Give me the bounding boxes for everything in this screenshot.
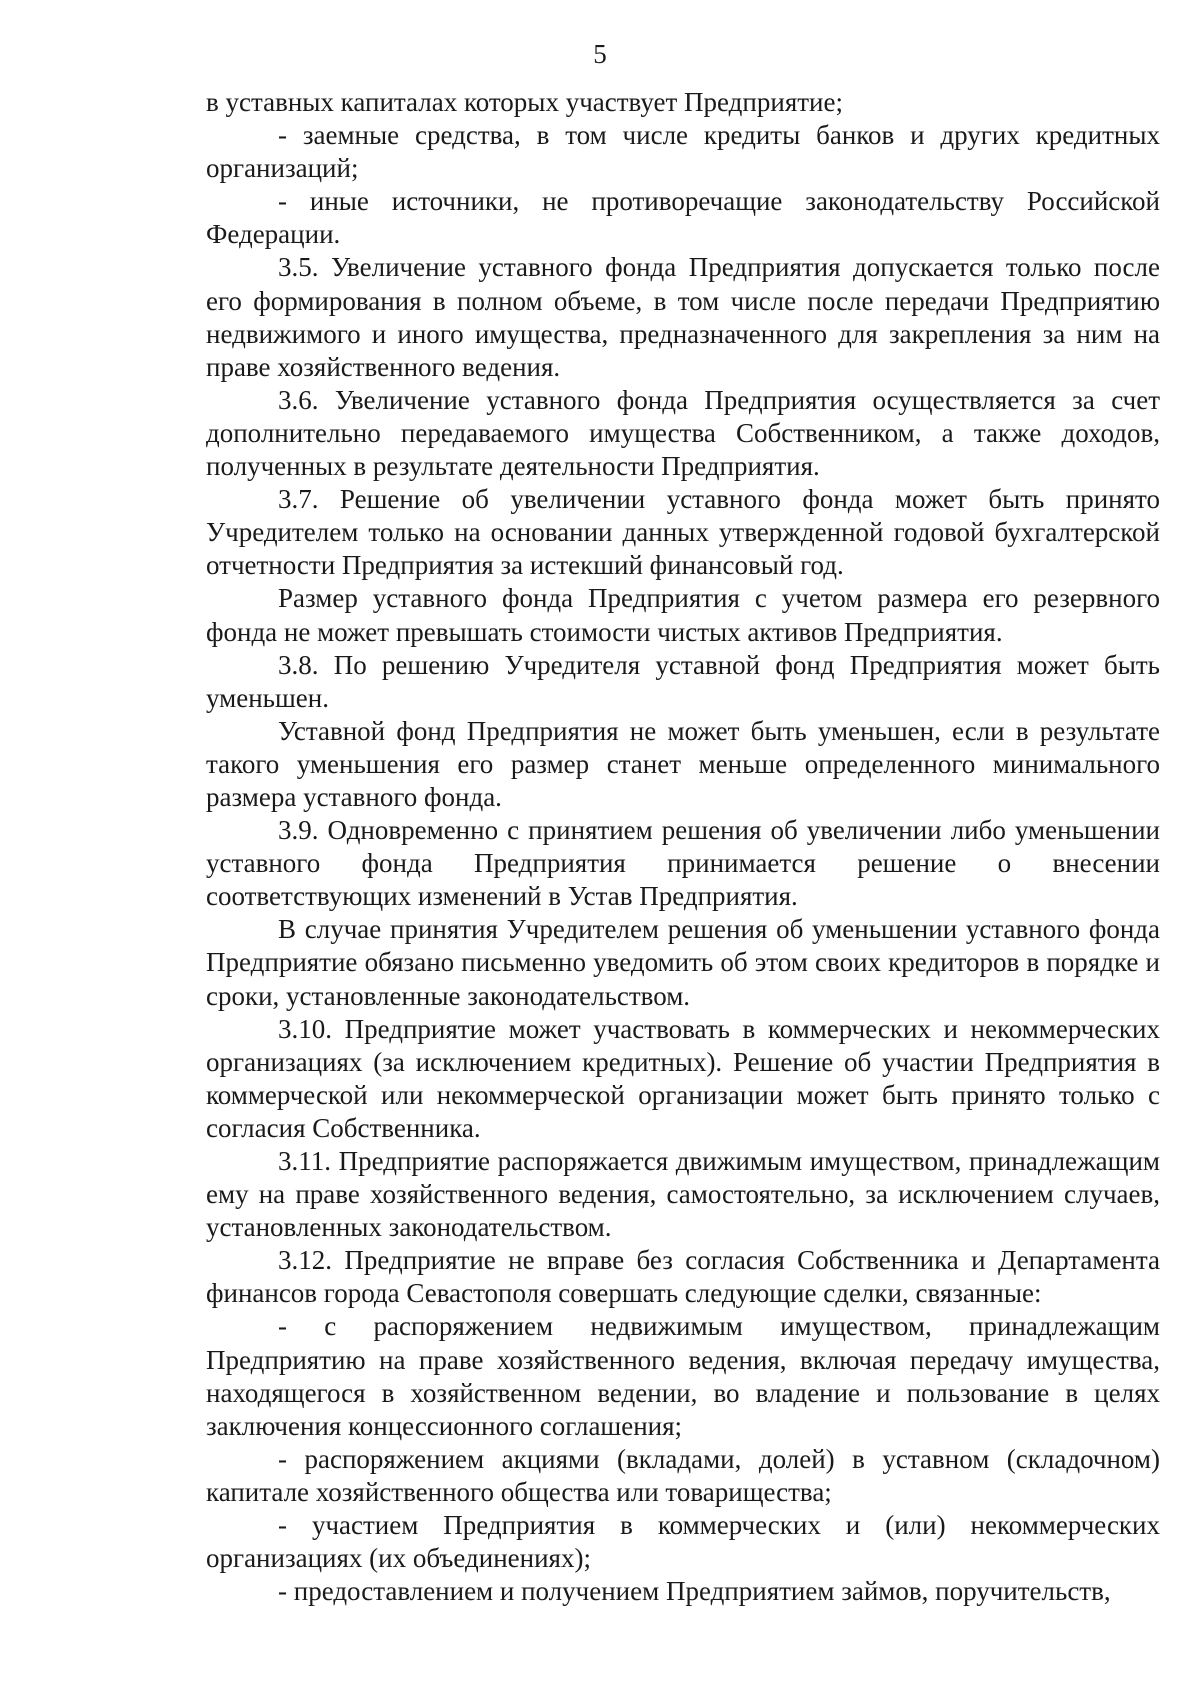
paragraph-14: 3.12. Предприятие не вправе без согласия Собственника и Департамента финансов города Севастополя совершать следующие сделки, связанные: <box>206 1245 1160 1309</box>
paragraph-18: - предоставлением и получением Предприятием займов, поручительств, <box>278 1576 1111 1607</box>
document-body <box>206 86 1160 1608</box>
paragraph-9: Уставной фонд Предприятия не может быть уменьшен, если в результате такого уменьшения его размер станет меньше определенного минимального размера уставного фонда. <box>206 715 1160 812</box>
paragraph-4: 3.5. Увеличение уставного фонда Предприятия допускается только после его формирования в полном объеме, в том числе после передачи Предприятию недвижимого и иного имущества, предназначенного для закрепления за ним на праве хозяйственного ведения. <box>206 252 1160 382</box>
paragraph-3: - иные источники, не противоречащие законодательству Российской Федерации. <box>206 186 1160 250</box>
paragraph-17: - участием Предприятия в коммерческих и (или) некоммерческих организациях (их объединениях); <box>206 1510 1160 1574</box>
paragraph-11: В случае принятия Учредителем решения об уменьшении уставного фонда Предприятие обязано письменно уведомить об этом своих кредиторов в порядке и сроки, установленные законодательством. <box>206 914 1160 1011</box>
paragraph-16: - распоряжением акциями (вкладами, долей) в уставном (складочном) капитале хозяйственного общества или товарищества; <box>206 1443 1160 1507</box>
paragraph-12: 3.10. Предприятие может участвовать в коммерческих и некоммерческих организациях (за исключением кредитных). Решение об участии Предприятия в коммерческой или некоммерческой организации может быть принято только с согласия Собственника. <box>206 1013 1160 1143</box>
paragraph-15: - с распоряжением недвижимым имуществом, принадлежащим Предприятию на праве хозяйственного ведения, включая передачу имущества, находящегося в хозяйственном ведении, во владение и пользование в целях заключения концессионного соглашения; <box>206 1311 1160 1441</box>
paragraph-8: 3.8. По решению Учредителя уставной фонд Предприятия может быть уменьшен. <box>206 649 1160 713</box>
paragraph-13: 3.11. Предприятие распоряжается движимым имуществом, принадлежащим ему на праве хозяйственного ведения, самостоятельно, за исключением случаев, установленных законодательством. <box>206 1146 1160 1243</box>
page-number: 5 <box>593 39 607 69</box>
paragraph-5: 3.6. Увеличение уставного фонда Предприятия осуществляется за счет дополнительно передаваемого имущества Собственником, а также доходов, полученных в результате деятельности Предприятия. <box>206 384 1160 482</box>
paragraph-1: в уставных капиталах которых участвует Предприятие; <box>206 87 843 117</box>
paragraph-6: 3.7. Решение об увеличении уставного фонда может быть принято Учредителем только на основании данных утвержденной годовой бухгалтерской отчетности Предприятия за истекший финансовый год. <box>206 484 1160 581</box>
paragraph-2: - заемные средства, в том числе кредиты банков и других кредитных организаций; <box>206 120 1160 184</box>
paragraph-7: Размер уставного фонда Предприятия с учетом размера его резервного фонда не может превышать стоимости чистых активов Предприятия. <box>206 583 1160 647</box>
paragraph-10: 3.9. Одновременно с принятием решения об увеличении либо уменьшении уставного фонда Предприятия принимается решение о внесении соответствующих изменений в Устав Предприятия. <box>206 815 1160 912</box>
